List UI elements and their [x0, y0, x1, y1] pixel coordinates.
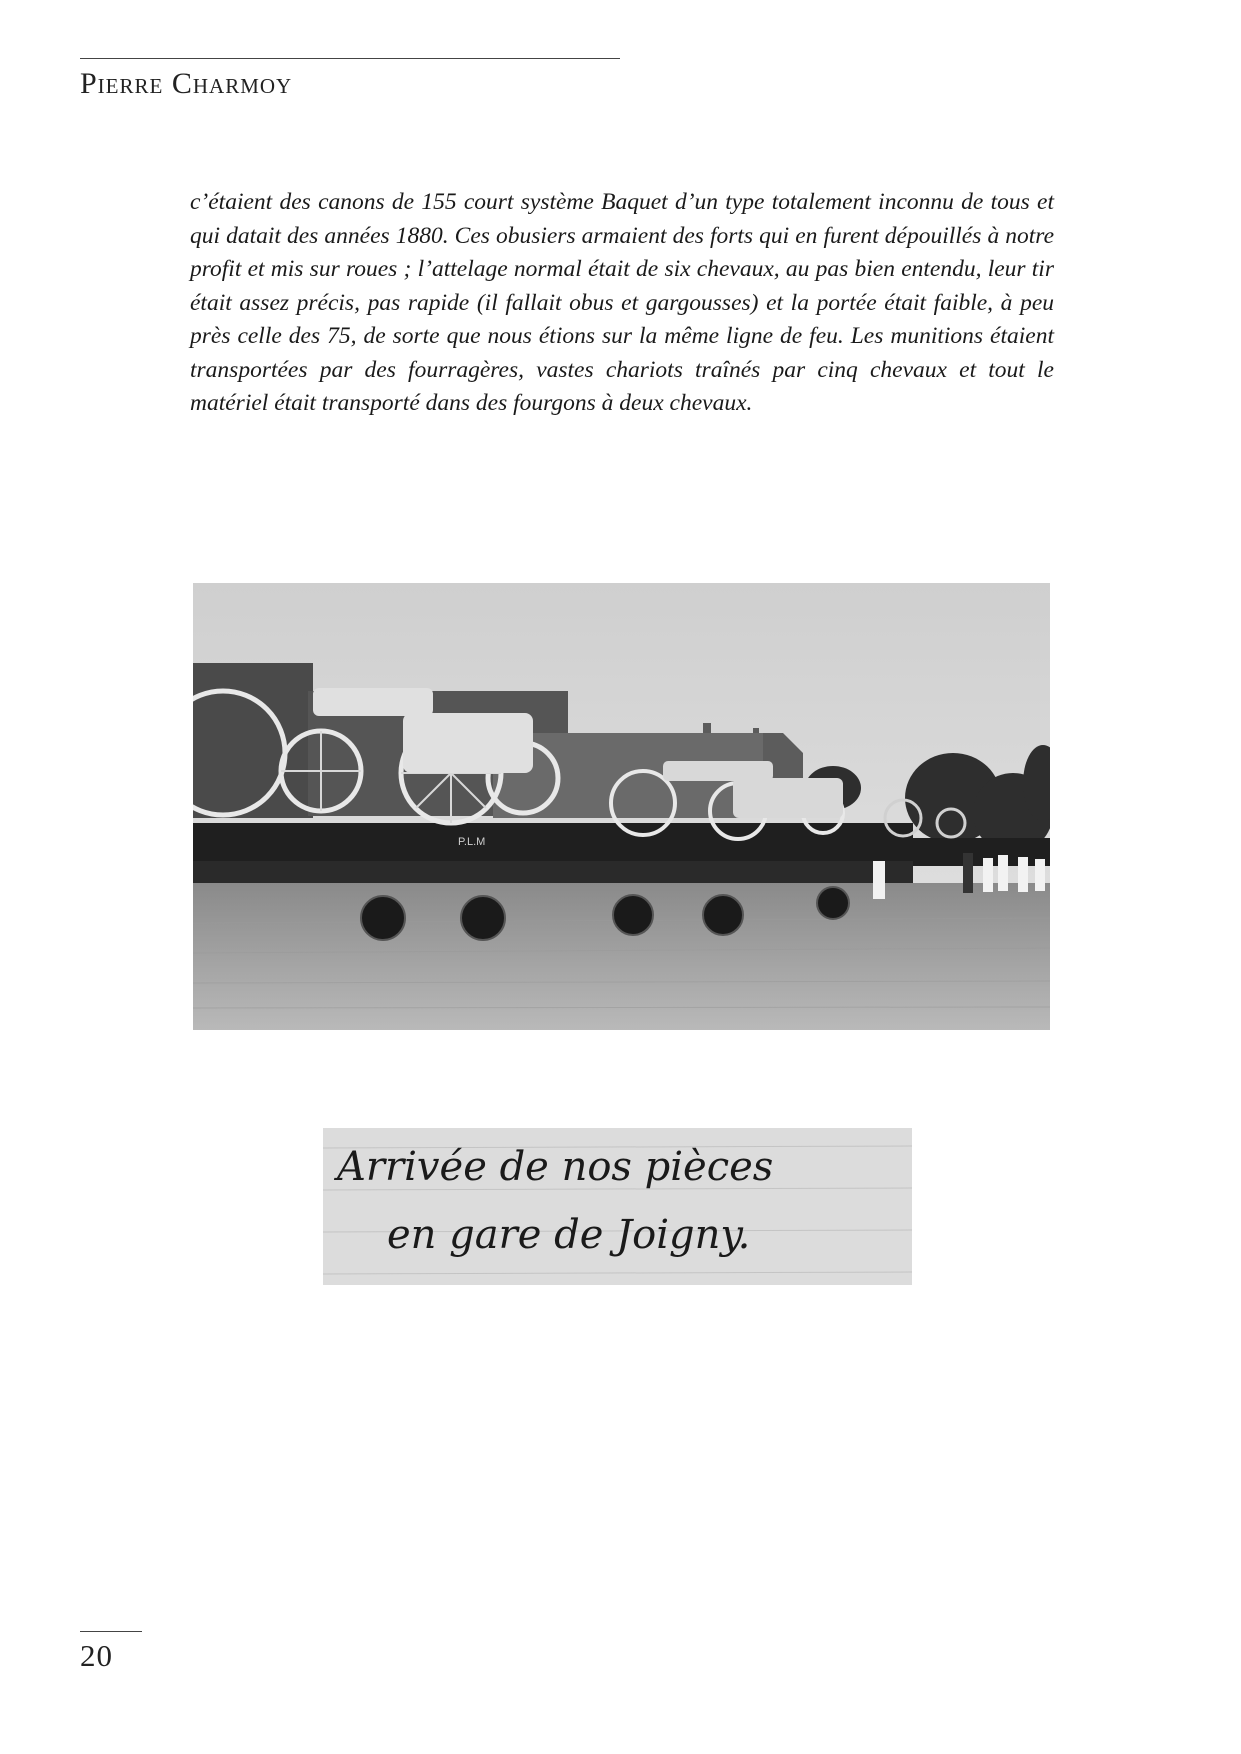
handwritten-caption-scan	[323, 1128, 912, 1285]
body-paragraph: c’étaient des canons de 155 court système Baquet d’un type totalement inconnu de tous et qui datait des années 1880. Ces obusiers armaient des forts qui en furent dépouillés à notre profit et mis sur roues ; l’attelage normal était de six chevaux, au pas bien entendu, leur tir était assez précis, pas rapide (il fallait obus et gargousses) et la portée était faible, à peu près celle des 75, de sorte que nous étions sur la même ligne de feu. Les munitions étaient transportées par des fourragères, vastes chariots traînés par cinq chevaux et tout le matériel était transporté dans des fourgons à deux chevaux.	[190, 189, 1054, 416]
caption-line-1: Arrivée de nos pièces	[337, 1144, 774, 1190]
header-rule	[80, 58, 620, 59]
footer-rule	[80, 1631, 142, 1632]
soldier-dark	[963, 853, 973, 893]
handwritten-caption-image	[323, 1128, 912, 1285]
running-head-author: Pierre Charmoy	[80, 67, 293, 100]
wagon-marking: P.L.M	[458, 836, 486, 848]
caption-line-2: en gare de Joigny.	[387, 1212, 751, 1258]
archival-photo-artillery-train	[193, 583, 1050, 1030]
page-number: 20	[80, 1638, 113, 1673]
photo-illustration	[193, 583, 1050, 1030]
